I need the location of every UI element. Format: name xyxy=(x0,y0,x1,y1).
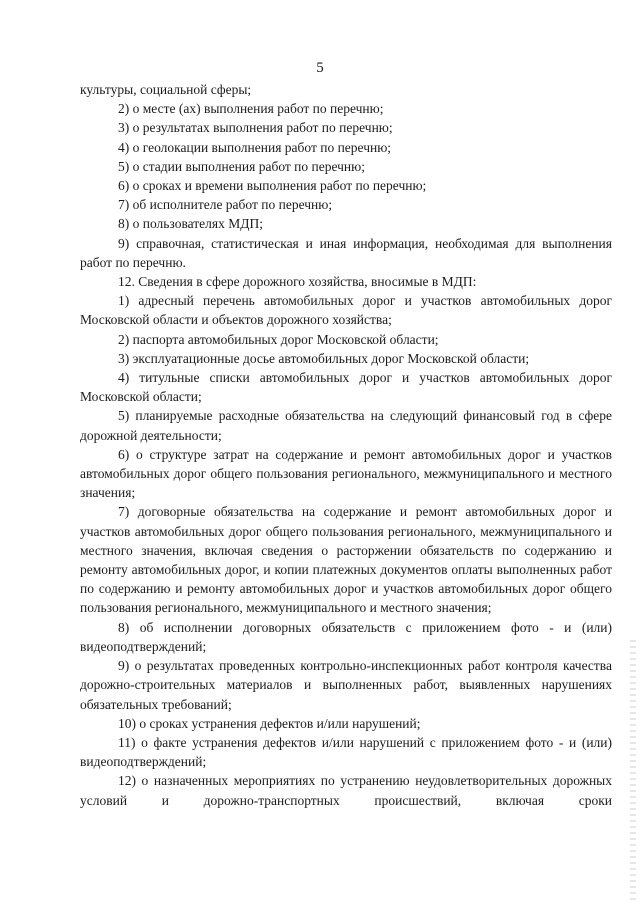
document-body xyxy=(80,80,612,810)
scan-edge-mark xyxy=(630,640,636,900)
list-item-5-stage: 5) о стадии выполнения работ по перечню; xyxy=(118,158,365,174)
list-item-2-place: 2) о месте (ах) выполнения работ по перечню; xyxy=(118,101,384,117)
section-12-item-6: 6) о структуре затрат на содержание и ремонт автомобильных дорог и участков автомобильных дорог общего пользования регионального, межмуниципального и местного значения; xyxy=(80,446,612,501)
list-item-9-reference: 9) справочная, статистическая и иная информация, необходимая для выполнения работ по перечню. xyxy=(80,235,612,270)
list-item-4-geolocation: 4) о геолокации выполнения работ по перечню; xyxy=(118,139,392,155)
list-item-7-executor: 7) об исполнителе работ по перечню; xyxy=(118,197,333,213)
section-12-item-4: 4) титульные списки автомобильных дорог и участков автомобильных дорог Московской области; xyxy=(80,370,612,405)
section-12-item-11: 11) о факте устранения дефектов и/или нарушений с приложением фото - и (или) видеоподтверждений; xyxy=(80,734,612,770)
page-number: 5 xyxy=(316,60,324,76)
section-12-item-8: 8) об исполнении договорных обязательств с приложением фото - и (или) видеоподтверждений; xyxy=(80,619,612,654)
section-12-item-2: 2) паспорта автомобильных дорог Московской области; xyxy=(118,331,439,347)
section-12-item-7: 7) договорные обязательства на содержание и ремонт автомобильных дорог и участков автомобильных дорог общего пользования регионального, межмуниципального и местного значения, включая сведения о расторжении обязательств по содержанию и ремонту автомобильных дорог, и копии платежных документов оплаты выполненных работ по содержанию и ремонту автомобильных дорог и участков автомобильных дорог общего пользования регионального, межмуниципального и местного значения; xyxy=(80,504,612,616)
section-12-item-9: 9) о результатах проведенных контрольно-инспекционных работ контроля качества дорожно-строительных материалов и выполненных работ, выявленных нарушениях обязательных требований; xyxy=(80,658,612,712)
section-12-heading: 12. Сведения в сфере дорожного хозяйства, вносимые в МДП: xyxy=(118,274,477,290)
list-item-6-terms: 6) о сроках и времени выполнения работ по перечню; xyxy=(118,178,427,194)
list-item-8-users: 8) о пользователях МДП; xyxy=(118,216,263,232)
list-item-3-results: 3) о результатах выполнения работ по перечню; xyxy=(118,120,393,136)
section-12-item-1: 1) адресный перечень автомобильных дорог и участков автомобильных дорог Московской области и объектов дорожного хозяйства; xyxy=(80,293,612,328)
paragraph-culture: культуры, социальной сферы; xyxy=(80,82,252,97)
section-12-item-3: 3) эксплуатационные досье автомобильных дорог Московской области; xyxy=(118,350,530,366)
section-12-item-12: 12) о назначенных мероприятиях по устранению неудовлетворительных дорожных условий и дорожно-транспортных происшествий, включая сроки xyxy=(80,773,612,808)
section-12-item-10: 10) о сроках устранения дефектов и/или нарушений; xyxy=(118,715,421,731)
section-12-item-5: 5) планируемые расходные обязательства на следующий финансовый год в сфере дорожной деятельности; xyxy=(80,408,612,443)
